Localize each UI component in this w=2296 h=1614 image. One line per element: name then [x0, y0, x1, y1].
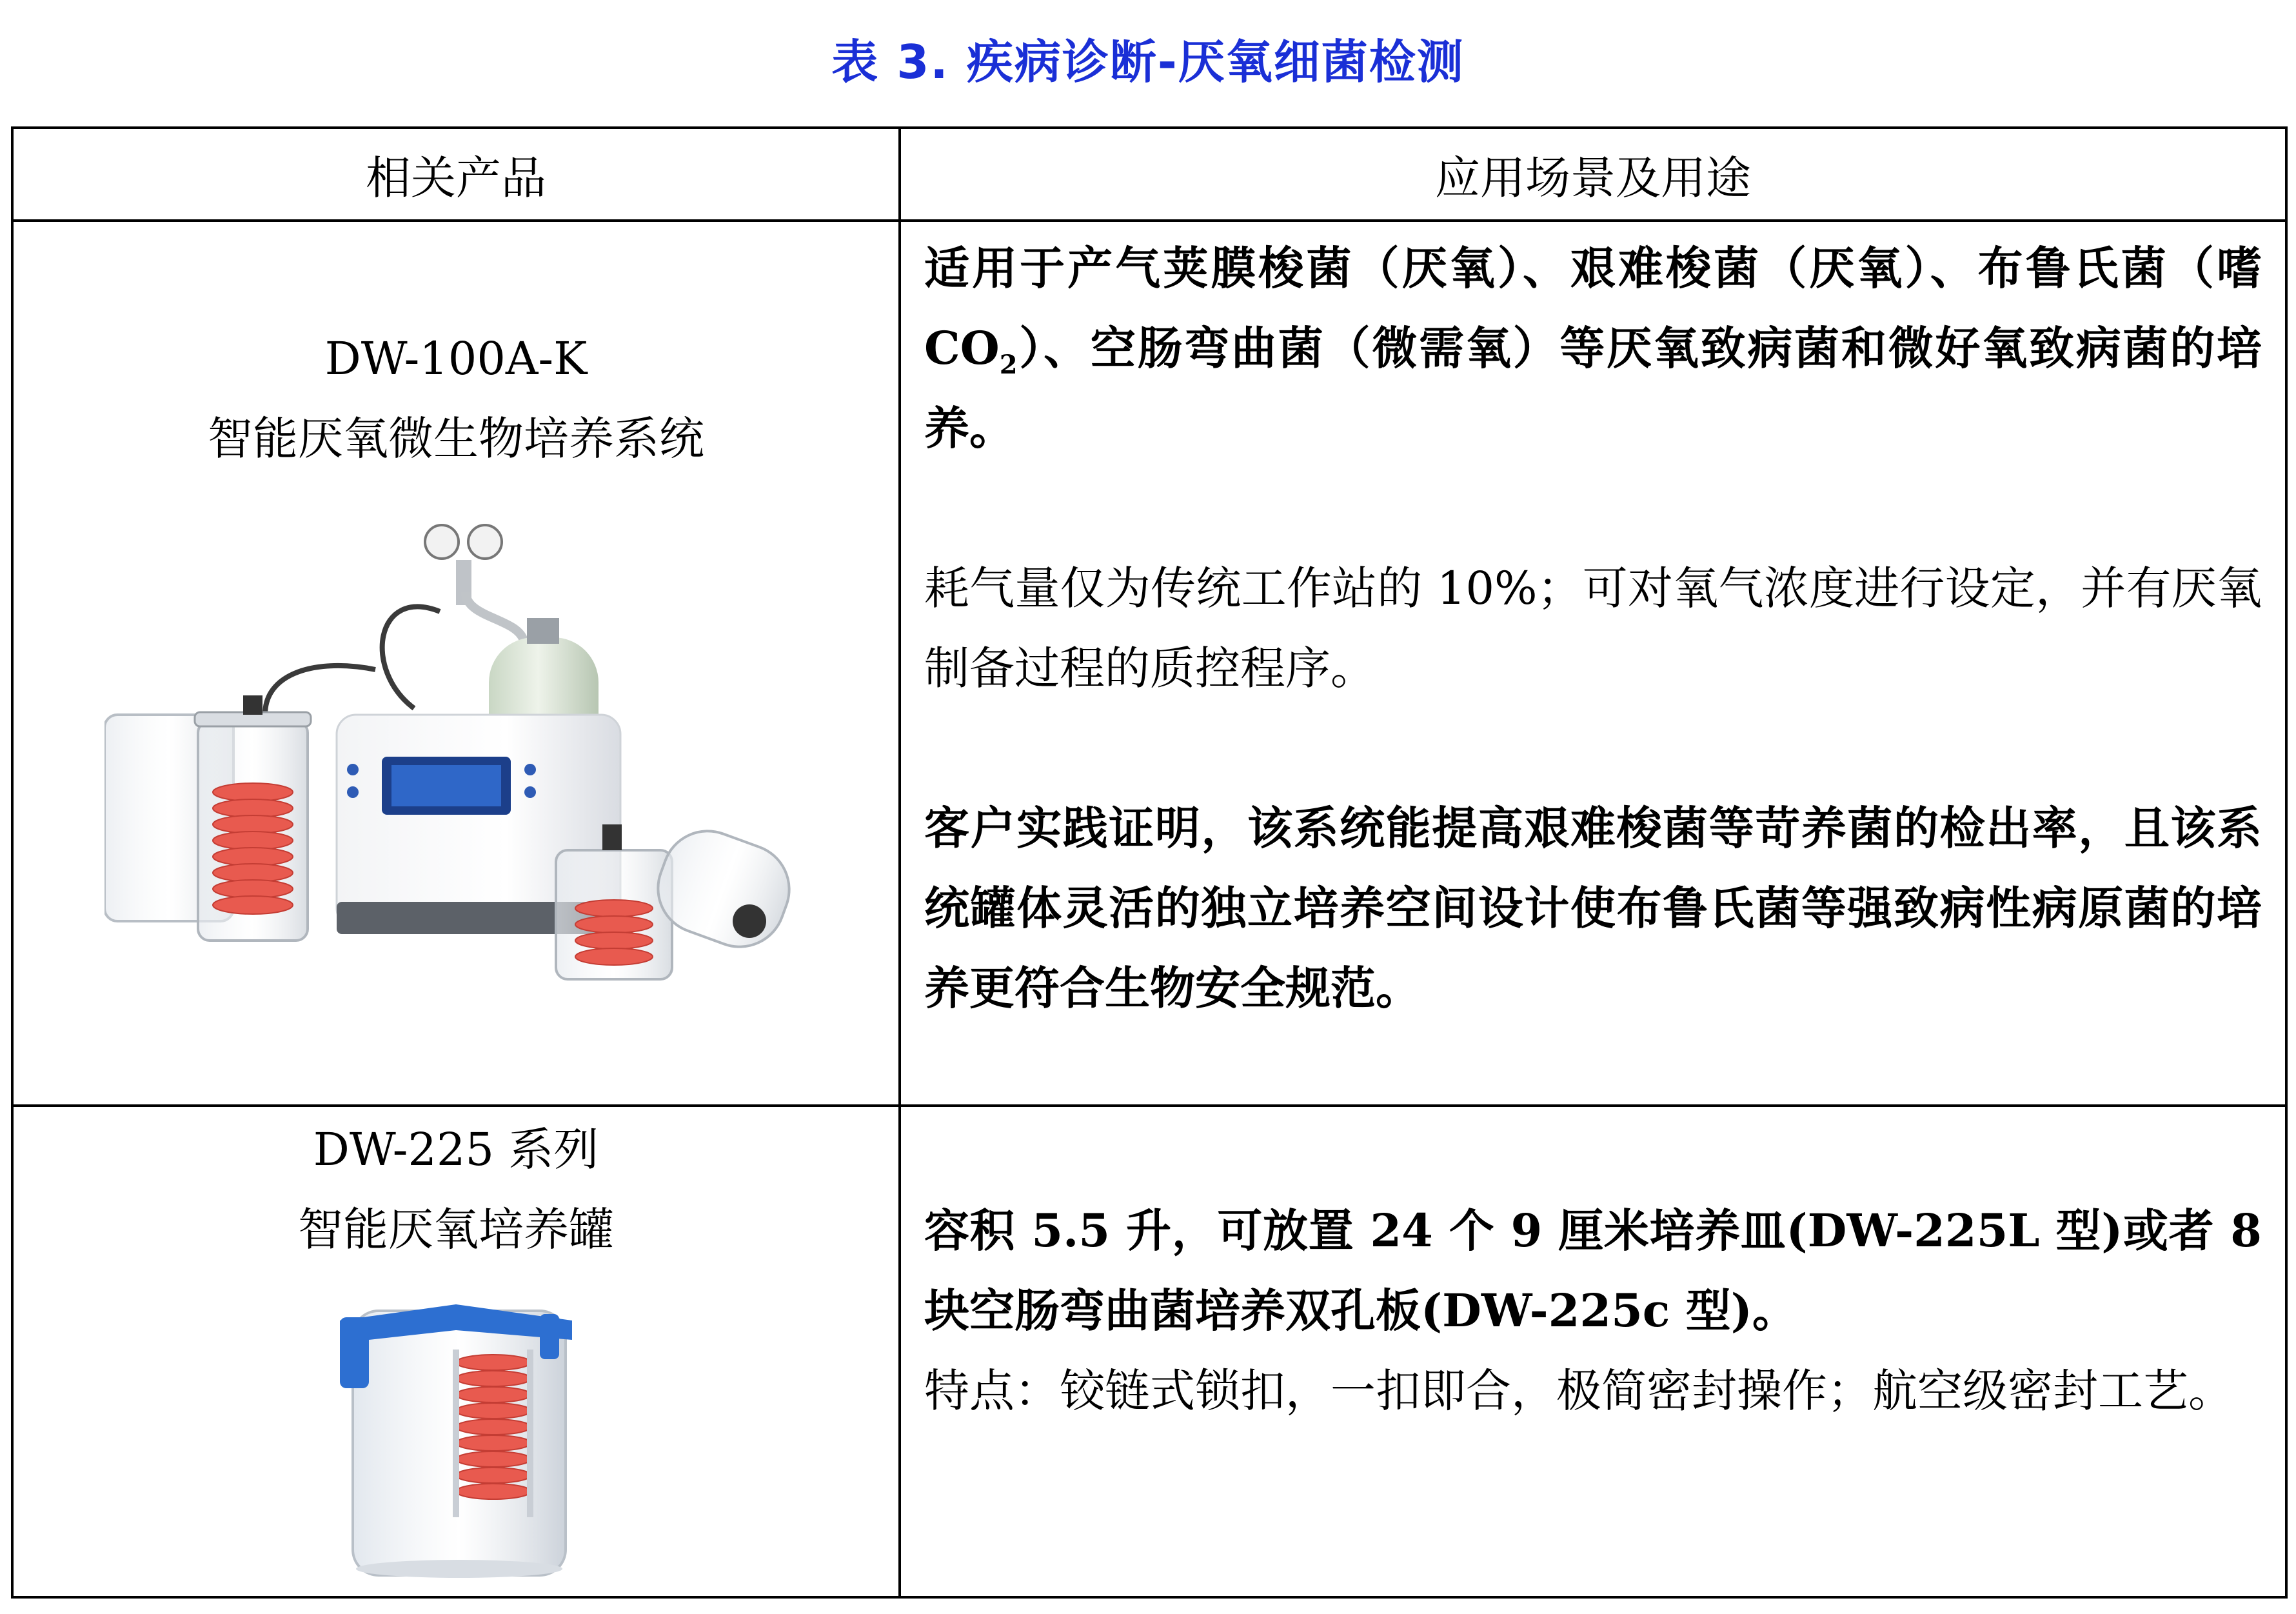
table-row: [12, 221, 2286, 1106]
description-paragraph-2: 特点：铰链式锁扣，一扣即合，极简密封操作；航空级密封工艺。: [924, 1364, 2233, 1417]
description-cell: [900, 221, 2286, 1106]
product-model: DW-100A-K: [324, 332, 588, 385]
product-name: 智能厌氧微生物培养系统: [208, 412, 704, 465]
description-paragraph-2: 耗气量仅为传统工作站的 10%；可对氧气浓度进行设定，并有厌氧制备过程的质控程序。: [924, 562, 2262, 695]
product-cell: [12, 221, 900, 1106]
header-application: 应用场景及用途: [900, 128, 2286, 221]
anaerobic-jar-product-image: [327, 1285, 585, 1582]
header-product: 相关产品: [12, 128, 900, 221]
product-model: DW-225 系列: [313, 1123, 599, 1176]
product-name: 智能厌氧培养罐: [298, 1203, 614, 1256]
product-cell: [12, 1106, 900, 1597]
product-table: [11, 126, 2288, 1599]
description-paragraph-1: 容积 5.5 升，可放置 24 个 9 厘米培养皿(DW-225L 型)或者 8 块空肠弯曲菌培养双孔板(DW-225c 型)。: [924, 1204, 2262, 1337]
table-header-row: [12, 128, 2286, 221]
table-row: [12, 1106, 2286, 1597]
description-paragraph-1: 适用于产气荚膜梭菌（厌氧）、艰难梭菌（厌氧）、布鲁氏菌（嗜 $CO_2$）、空肠弯曲菌（微需氧）等厌氧致病菌和微好氧致病菌的培养。: [924, 241, 2262, 455]
table-caption: 表 3. 疾病诊断-厌氧细菌检测: [831, 35, 1465, 89]
description-cell: [900, 1106, 2286, 1597]
anaerobic-system-product-image: [104, 521, 807, 992]
description-paragraph-3: 客户实践证明，该系统能提高艰难梭菌等苛养菌的检出率，且该系统罐体灵活的独立培养空间设计使布鲁氏菌等强致病性病原菌的培养更符合生物安全规范。: [924, 801, 2262, 1015]
